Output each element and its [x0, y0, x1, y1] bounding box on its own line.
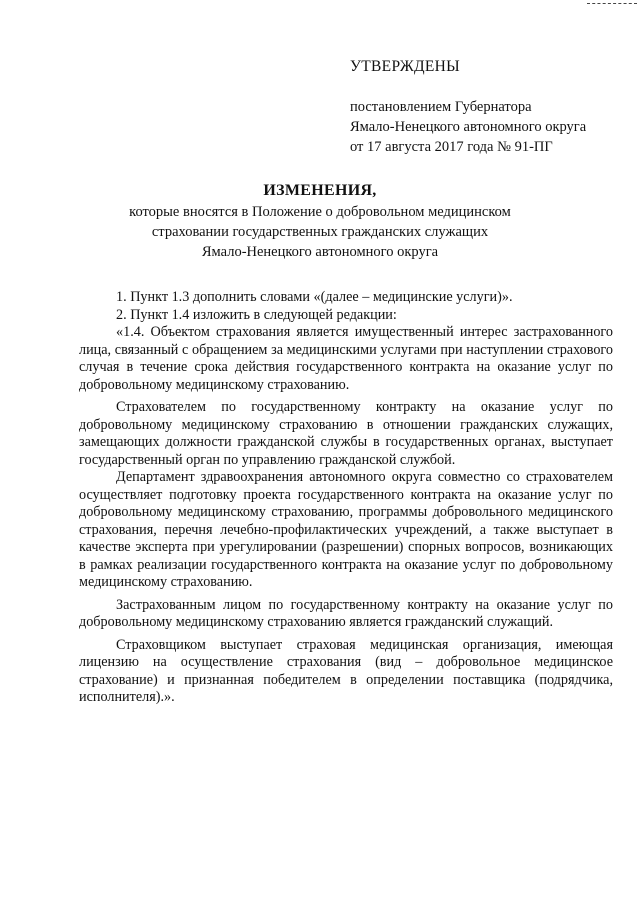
amendment-item: 2. Пункт 1.4 изложить в следующей редакции:: [116, 306, 397, 323]
subtitle-line: которые вносятся в Положение о добровольном медицинском: [129, 204, 511, 220]
resolution-line: постановлением Губернатора: [350, 99, 532, 115]
document-subtitle: [0, 202, 640, 262]
resolution-line: Ямало-Ненецкого автономного округа: [350, 119, 587, 135]
document-title: ИЗМЕНЕНИЯ,: [263, 182, 377, 199]
subtitle-line: страховании государственных гражданских служащих: [151, 224, 489, 240]
body-paragraph: «1.4. Объектом страхования является имущественный интерес застрахованного лица, связанный с обращением за медицинскими услугами при наступлении страхового случая в течение срока действия государственного контракта на оказание услуг по добровольному медицинскому страхованию.: [79, 324, 613, 393]
subtitle-line: Ямало-Ненецкого автономного округа: [201, 244, 439, 260]
resolution-block: [350, 97, 586, 157]
body-paragraph: Департамент здравоохранения автономного округа совместно со страхователем осуществляет подготовку проекта государственного контракта на оказание услуг по добровольному медицинскому страхованию, программы добровольного медицинского страхования, перечня лечебно-профилактических учреждений, а также выступает в качестве эксперта при урегулировании (разрешении) спорных вопросов, возникающих в рамках реализации государственного контракта на оказание услуг по добровольному медицинскому страхованию.: [79, 469, 613, 590]
amendment-item: 1. Пункт 1.3 дополнить словами «(далее – медицинские услуги)».: [116, 289, 513, 305]
body-paragraph: Страхователем по государственному контракту на оказание услуг по добровольному медицинскому страхованию в отношении гражданских служащих, замещающих должности гражданской службы в государственных органах, выступает государственный орган по управлению гражданской службой.: [79, 399, 613, 468]
document-body: [79, 289, 613, 707]
approved-heading: УТВЕРЖДЕНЫ: [350, 58, 460, 75]
resolution-line: от 17 августа 2017 года № 91-ПГ: [350, 139, 553, 155]
body-paragraph: Страховщиком выступает страховая медицинская организация, имеющая лицензию на осуществление страхования (вид – добровольное медицинское страхование) и признанная победителем в определении поставщика (подрядчика, исполнителя).».: [79, 636, 613, 705]
body-paragraph: Застрахованным лицом по государственному контракту на оказание услуг по добровольному медицинскому страхованию является гражданский служащий.: [79, 596, 613, 630]
scan-mark: [587, 3, 637, 6]
